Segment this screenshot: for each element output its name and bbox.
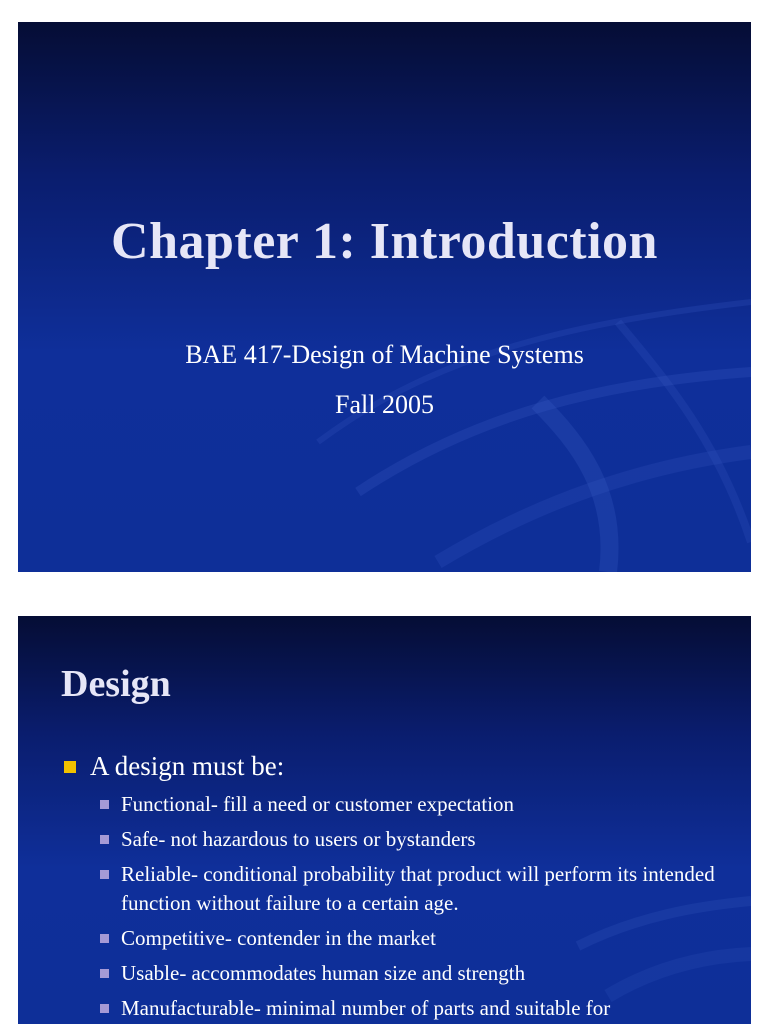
slide-title: Design <box>61 663 171 705</box>
main-bullet <box>62 750 722 782</box>
sub-bullet <box>62 959 722 988</box>
square-bullet-icon <box>100 835 109 844</box>
square-bullet-icon <box>64 761 76 773</box>
swirl-decoration <box>18 22 751 572</box>
sub-bullet-text: Functional- fill a need or customer expectation <box>121 792 515 816</box>
sub-bullet <box>62 790 722 819</box>
sub-bullet <box>62 924 722 953</box>
sub-bullet <box>62 860 722 918</box>
sub-bullet-text: Reliable- conditional probability that product will perform its intended function without failure to a certain age. <box>121 862 715 915</box>
title-slide <box>18 22 751 572</box>
square-bullet-icon <box>100 870 109 879</box>
main-bullet-text: A design must be: <box>90 751 285 781</box>
sub-bullet-text: Usable- accommodates human size and strength <box>121 961 526 985</box>
square-bullet-icon <box>100 800 109 809</box>
course-name: BAE 417-Design of Machine Systems <box>185 340 584 369</box>
square-bullet-icon <box>100 934 109 943</box>
square-bullet-icon <box>100 1004 109 1013</box>
sub-bullet-text: Competitive- contender in the market <box>121 926 436 950</box>
sub-bullet <box>62 994 722 1023</box>
bullet-list <box>62 750 722 1024</box>
sub-bullet-text: Safe- not hazardous to users or bystanders <box>121 827 476 851</box>
term-label: Fall 2005 <box>335 390 434 419</box>
slide-title: Chapter 1: Introduction <box>111 213 658 270</box>
sub-bullet <box>62 825 722 854</box>
sub-bullet-text: Manufacturable- minimal number of parts and suitable for <box>121 996 611 1020</box>
square-bullet-icon <box>100 969 109 978</box>
design-slide <box>18 616 751 1024</box>
